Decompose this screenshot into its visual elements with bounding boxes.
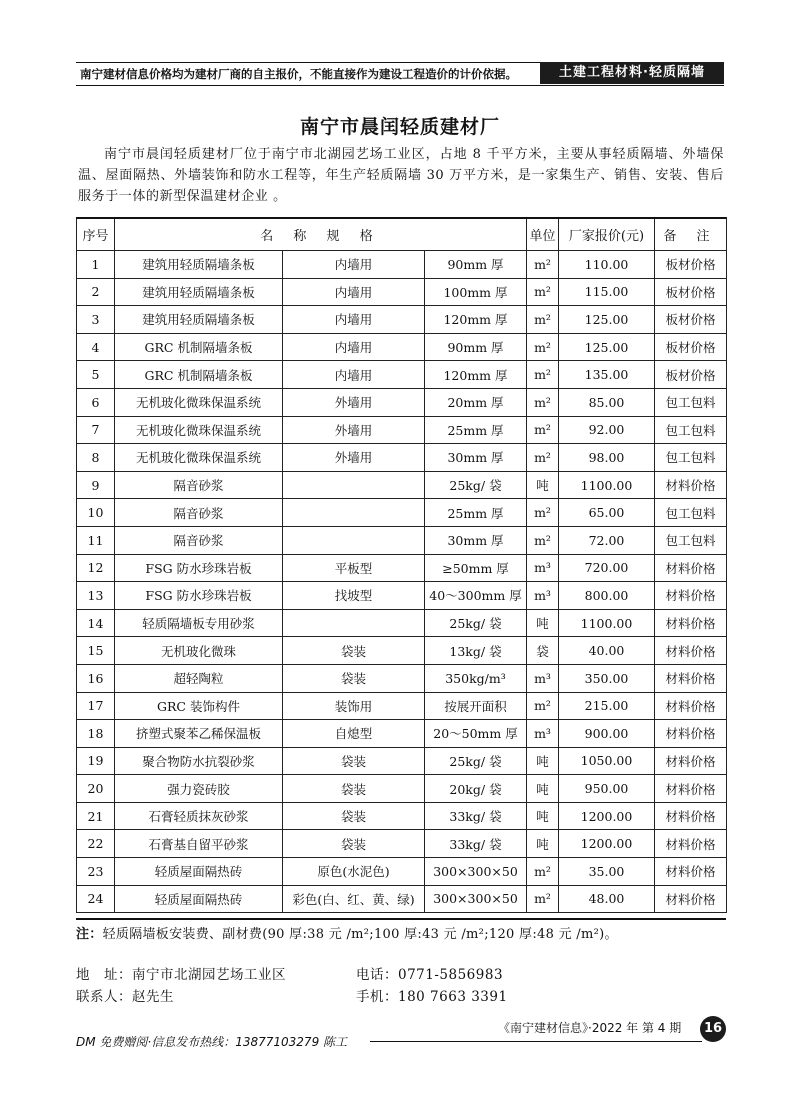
cell-no: 22 <box>77 830 115 858</box>
cell-size: 33kg/ 袋 <box>425 830 527 858</box>
cell-note: 板材价格 <box>655 333 727 361</box>
cell-type: 内墙用 <box>283 278 425 306</box>
cell-type: 袋装 <box>283 664 425 692</box>
page-title: 南宁市晨闰轻质建材厂 <box>299 116 500 138</box>
cell-type <box>283 526 425 554</box>
address-line <box>76 963 286 983</box>
cell-note: 板材价格 <box>655 306 727 334</box>
table-row <box>77 609 727 637</box>
cell-unit: 吨 <box>527 471 559 499</box>
mobile-label: 手机： <box>356 989 398 1005</box>
mobile-value: 180 7663 3391 <box>398 989 508 1005</box>
table-row <box>77 637 727 665</box>
address-value: 南宁市北湖园艺场工业区 <box>132 967 286 983</box>
cell-price: 125.00 <box>559 306 655 334</box>
cell-price: 800.00 <box>559 582 655 610</box>
table-note <box>76 923 618 942</box>
cell-price: 65.00 <box>559 499 655 527</box>
price-table <box>76 217 727 913</box>
cell-unit: m² <box>527 526 559 554</box>
table-row <box>77 306 727 334</box>
contact-person-line <box>76 985 174 1005</box>
cell-price: 85.00 <box>559 388 655 416</box>
cell-note: 包工包料 <box>655 444 727 472</box>
cell-unit: m³ <box>527 554 559 582</box>
cell-note: 板材价格 <box>655 251 727 279</box>
cell-size: 按展开面积 <box>425 692 527 720</box>
cell-size: 20mm 厚 <box>425 388 527 416</box>
cell-name: 建筑用轻质隔墙条板 <box>115 278 283 306</box>
table-row <box>77 388 727 416</box>
cell-price: 950.00 <box>559 775 655 803</box>
cell-size: 20kg/ 袋 <box>425 775 527 803</box>
cell-no: 7 <box>77 416 115 444</box>
table-top-rule <box>76 217 726 219</box>
cell-no: 6 <box>77 388 115 416</box>
cell-unit: m² <box>527 416 559 444</box>
cell-unit: 吨 <box>527 830 559 858</box>
cell-size: 20～50mm 厚 <box>425 720 527 748</box>
cell-size: 300×300×50 <box>425 858 527 886</box>
cell-price: 125.00 <box>559 333 655 361</box>
cell-price: 48.00 <box>559 885 655 913</box>
cell-note: 材料价格 <box>655 471 727 499</box>
footer-rule <box>370 1041 702 1042</box>
cell-price: 98.00 <box>559 444 655 472</box>
cell-unit: 吨 <box>527 609 559 637</box>
cell-no: 12 <box>77 554 115 582</box>
address-label: 地 址： <box>76 967 132 983</box>
cell-name: 轻质隔墙板专用砂浆 <box>115 609 283 637</box>
cell-note: 材料价格 <box>655 637 727 665</box>
cell-type: 袋装 <box>283 830 425 858</box>
section-tag: 土建工程材料·轻质隔墙 <box>540 62 724 84</box>
cell-note: 材料价格 <box>655 609 727 637</box>
cell-no: 2 <box>77 278 115 306</box>
cell-no: 23 <box>77 858 115 886</box>
cell-size: 300×300×50 <box>425 885 527 913</box>
cell-type: 袋装 <box>283 775 425 803</box>
table-row <box>77 858 727 886</box>
cell-unit: 袋 <box>527 637 559 665</box>
cell-no: 16 <box>77 664 115 692</box>
footer-issue: 《南宁建材信息》·2022 年 第 4 期 <box>498 1021 682 1035</box>
cell-unit: m² <box>527 306 559 334</box>
cell-unit: m² <box>527 692 559 720</box>
cell-size: 25kg/ 袋 <box>425 609 527 637</box>
mobile-line <box>356 985 508 1005</box>
person-label: 联系人： <box>76 989 132 1005</box>
cell-no: 13 <box>77 582 115 610</box>
cell-note: 材料价格 <box>655 747 727 775</box>
cell-unit: m² <box>527 499 559 527</box>
cell-price: 350.00 <box>559 664 655 692</box>
cell-no: 11 <box>77 526 115 554</box>
cell-name: 强力瓷砖胶 <box>115 775 283 803</box>
cell-no: 18 <box>77 720 115 748</box>
cell-size: 25kg/ 袋 <box>425 747 527 775</box>
cell-no: 19 <box>77 747 115 775</box>
cell-type <box>283 471 425 499</box>
cell-type: 袋装 <box>283 747 425 775</box>
table-row <box>77 554 727 582</box>
header-unit: 单位 <box>527 218 559 251</box>
cell-size: 120mm 厚 <box>425 306 527 334</box>
cell-note: 材料价格 <box>655 692 727 720</box>
cell-type: 内墙用 <box>283 361 425 389</box>
cell-name: 隔音砂浆 <box>115 499 283 527</box>
cell-unit: m² <box>527 333 559 361</box>
cell-size: 90mm 厚 <box>425 251 527 279</box>
price-disclaimer: 南宁建材信息价格均为建材厂商的自主报价，不能直接作为建设工程造价的计价依据。 <box>80 67 517 81</box>
cell-type: 自熄型 <box>283 720 425 748</box>
cell-price: 1200.00 <box>559 802 655 830</box>
cell-price: 40.00 <box>559 637 655 665</box>
header-no: 序号 <box>77 218 115 251</box>
cell-type: 平板型 <box>283 554 425 582</box>
cell-unit: 吨 <box>527 802 559 830</box>
cell-type: 内墙用 <box>283 333 425 361</box>
table-bottom-rule <box>76 918 726 920</box>
table-row <box>77 471 727 499</box>
cell-price: 900.00 <box>559 720 655 748</box>
cell-price: 115.00 <box>559 278 655 306</box>
cell-name: 无机玻化微珠 <box>115 637 283 665</box>
cell-name: 建筑用轻质隔墙条板 <box>115 306 283 334</box>
cell-type: 袋装 <box>283 637 425 665</box>
table-body <box>77 251 727 913</box>
table-row <box>77 720 727 748</box>
cell-name: 石膏基自留平砂浆 <box>115 830 283 858</box>
cell-size: 13kg/ 袋 <box>425 637 527 665</box>
cell-name: 挤塑式聚苯乙稀保温板 <box>115 720 283 748</box>
table-row <box>77 664 727 692</box>
cell-no: 14 <box>77 609 115 637</box>
table-row <box>77 444 727 472</box>
cell-no: 21 <box>77 802 115 830</box>
cell-size: ≥50mm 厚 <box>425 554 527 582</box>
cell-unit: m³ <box>527 720 559 748</box>
cell-unit: m³ <box>527 664 559 692</box>
cell-unit: 吨 <box>527 747 559 775</box>
cell-unit: m³ <box>527 582 559 610</box>
cell-name: FSG 防水珍珠岩板 <box>115 554 283 582</box>
table-row <box>77 802 727 830</box>
table-row <box>77 499 727 527</box>
cell-name: GRC 机制隔墙条板 <box>115 361 283 389</box>
table-row <box>77 251 727 279</box>
cell-no: 17 <box>77 692 115 720</box>
table-row <box>77 830 727 858</box>
table-row <box>77 278 727 306</box>
cell-size: 25mm 厚 <box>425 499 527 527</box>
cell-no: 3 <box>77 306 115 334</box>
cell-size: 25mm 厚 <box>425 416 527 444</box>
cell-price: 215.00 <box>559 692 655 720</box>
cell-no: 9 <box>77 471 115 499</box>
cell-size: 350kg/m³ <box>425 664 527 692</box>
cell-price: 1200.00 <box>559 830 655 858</box>
cell-no: 1 <box>77 251 115 279</box>
cell-note: 材料价格 <box>655 775 727 803</box>
phone-value: 0771-5856983 <box>398 967 504 983</box>
cell-name: GRC 机制隔墙条板 <box>115 333 283 361</box>
cell-name: 隔音砂浆 <box>115 471 283 499</box>
cell-no: 10 <box>77 499 115 527</box>
cell-note: 板材价格 <box>655 361 727 389</box>
cell-price: 35.00 <box>559 858 655 886</box>
cell-name: 无机玻化微珠保温系统 <box>115 416 283 444</box>
cell-size: 30mm 厚 <box>425 526 527 554</box>
cell-no: 20 <box>77 775 115 803</box>
cell-unit: m² <box>527 278 559 306</box>
cell-size: 90mm 厚 <box>425 333 527 361</box>
cell-type: 找坡型 <box>283 582 425 610</box>
cell-note: 材料价格 <box>655 802 727 830</box>
cell-name: 石膏轻质抹灰砂浆 <box>115 802 283 830</box>
table-row <box>77 526 727 554</box>
cell-no: 5 <box>77 361 115 389</box>
table-header-row <box>77 218 727 251</box>
cell-note: 包工包料 <box>655 526 727 554</box>
cell-price: 92.00 <box>559 416 655 444</box>
phone-label: 电话： <box>356 967 398 983</box>
cell-name: 超轻陶粒 <box>115 664 283 692</box>
note-text: 轻质隔墙板安装费、副材费(90 厚:38 元 /m²;100 厚:43 元 /m²;120 厚:48 元 /m²)。 <box>102 927 618 942</box>
cell-note: 包工包料 <box>655 416 727 444</box>
cell-unit: m² <box>527 444 559 472</box>
page-number: 16 <box>700 1016 726 1042</box>
cell-note: 材料价格 <box>655 554 727 582</box>
cell-note: 材料价格 <box>655 830 727 858</box>
cell-size: 33kg/ 袋 <box>425 802 527 830</box>
table-row <box>77 582 727 610</box>
cell-note: 材料价格 <box>655 664 727 692</box>
cell-unit: m² <box>527 885 559 913</box>
cell-unit: m² <box>527 388 559 416</box>
header-note: 备 注 <box>655 218 727 251</box>
cell-price: 72.00 <box>559 526 655 554</box>
cell-type: 外墙用 <box>283 416 425 444</box>
table-row <box>77 333 727 361</box>
table-row <box>77 885 727 913</box>
table-row <box>77 747 727 775</box>
cell-name: FSG 防水珍珠岩板 <box>115 582 283 610</box>
cell-type: 外墙用 <box>283 388 425 416</box>
cell-type: 彩色(白、红、黄、绿) <box>283 885 425 913</box>
cell-name: 无机玻化微珠保温系统 <box>115 388 283 416</box>
cell-size: 100mm 厚 <box>425 278 527 306</box>
cell-no: 24 <box>77 885 115 913</box>
table-row <box>77 361 727 389</box>
phone-line <box>356 963 503 983</box>
cell-name: 轻质屋面隔热砖 <box>115 858 283 886</box>
cell-price: 1100.00 <box>559 471 655 499</box>
cell-note: 包工包料 <box>655 388 727 416</box>
table-row <box>77 775 727 803</box>
cell-note: 板材价格 <box>655 278 727 306</box>
cell-unit: m² <box>527 361 559 389</box>
cell-note: 材料价格 <box>655 858 727 886</box>
note-label: 注： <box>76 927 103 942</box>
table-row <box>77 416 727 444</box>
cell-price: 135.00 <box>559 361 655 389</box>
person-value: 赵先生 <box>132 989 174 1005</box>
cell-unit: m² <box>527 858 559 886</box>
cell-price: 1100.00 <box>559 609 655 637</box>
cell-note: 包工包料 <box>655 499 727 527</box>
cell-type: 装饰用 <box>283 692 425 720</box>
cell-type: 原色(水泥色) <box>283 858 425 886</box>
cell-unit: m² <box>527 251 559 279</box>
cell-type: 内墙用 <box>283 251 425 279</box>
cell-name: 无机玻化微珠保温系统 <box>115 444 283 472</box>
cell-price: 110.00 <box>559 251 655 279</box>
cell-no: 8 <box>77 444 115 472</box>
cell-type <box>283 499 425 527</box>
cell-unit: 吨 <box>527 775 559 803</box>
cell-type <box>283 609 425 637</box>
cell-name: 轻质屋面隔热砖 <box>115 885 283 913</box>
cell-type: 袋装 <box>283 802 425 830</box>
table-row <box>77 692 727 720</box>
cell-name: GRC 装饰构件 <box>115 692 283 720</box>
cell-price: 720.00 <box>559 554 655 582</box>
cell-type: 内墙用 <box>283 306 425 334</box>
cell-note: 材料价格 <box>655 720 727 748</box>
footer-hotline: DM 免费赠阅·信息发布热线：13877103279 陈工 <box>76 1035 348 1049</box>
company-intro: 南宁市晨闰轻质建材厂位于南宁市北湖园艺场工业区，占地 8 千平方米，主要从事轻质隔墙、外墙保温、屋面隔热、外墙装饰和防水工程等，年生产轻质隔墙 30 万平方米，是一家集生产、销售、安装、售后服务于一体的新型保温建材企业 。 <box>78 147 724 204</box>
cell-size: 25kg/ 袋 <box>425 471 527 499</box>
cell-name: 隔音砂浆 <box>115 526 283 554</box>
cell-note: 材料价格 <box>655 885 727 913</box>
header-price: 厂家报价(元) <box>559 218 655 251</box>
header-spec: 名 称 规 格 <box>115 218 527 251</box>
cell-no: 15 <box>77 637 115 665</box>
cell-size: 40～300mm 厚 <box>425 582 527 610</box>
cell-name: 建筑用轻质隔墙条板 <box>115 251 283 279</box>
cell-no: 4 <box>77 333 115 361</box>
cell-note: 材料价格 <box>655 582 727 610</box>
cell-size: 120mm 厚 <box>425 361 527 389</box>
cell-size: 30mm 厚 <box>425 444 527 472</box>
cell-type: 外墙用 <box>283 444 425 472</box>
cell-name: 聚合物防水抗裂砂浆 <box>115 747 283 775</box>
cell-price: 1050.00 <box>559 747 655 775</box>
